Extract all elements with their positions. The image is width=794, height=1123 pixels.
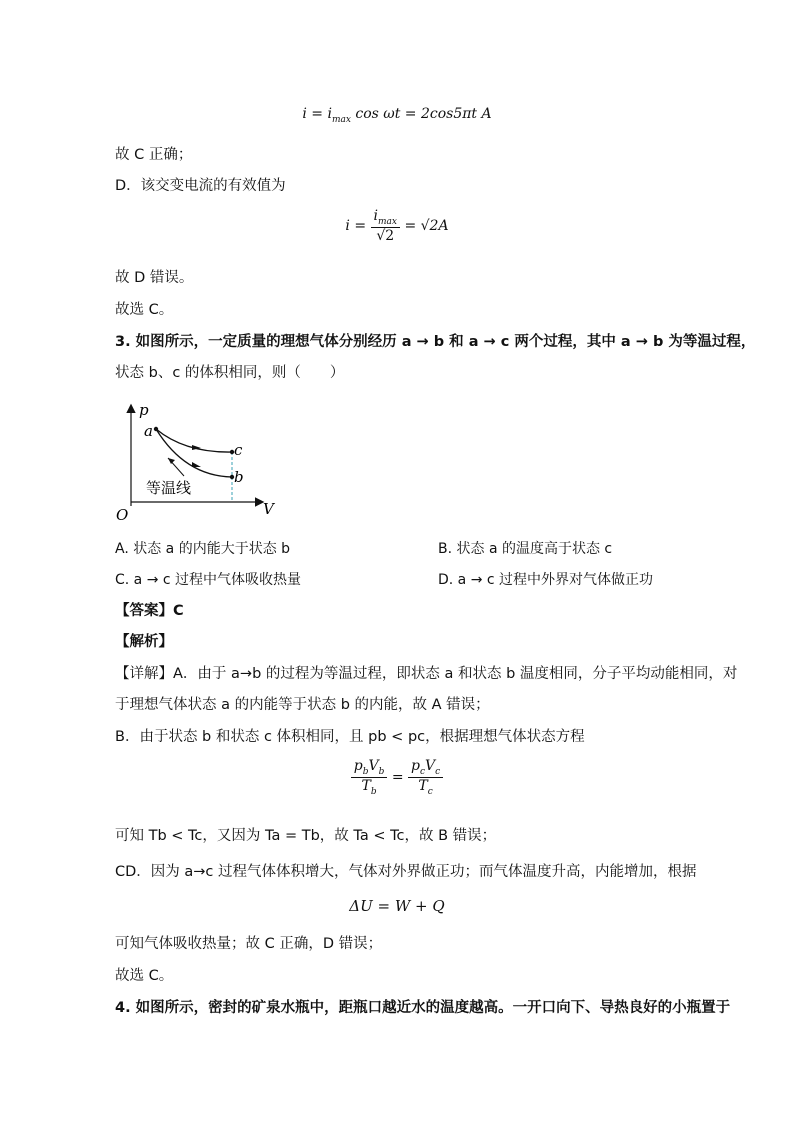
detail-a-line-2: 于理想气体状态 a 的内能等于状态 b 的内能，故 A 错误； [115,697,490,713]
answer-label: 【答案】C [115,603,184,619]
option-b: B. 状态 a 的温度高于状态 c [438,541,613,557]
label-a: a [144,422,153,440]
question-3-line-2: 状态 b、c 的体积相同，则（ ） [115,365,345,381]
equation-first-law: ΔU = W + Q [349,897,445,915]
point-a [154,427,158,431]
equation-gas-law: $\frac{p_bV_b}{T_b}$ = $\frac{p_cV_c}{T_c}$ [0,758,794,797]
detail-cd-line-1: CD．因为 a→c 过程气体体积增大，气体对外界做正功；而气体温度升高，内能增加，根据 [115,864,697,880]
text-c-correct: 故 C 正确； [115,147,193,163]
isotherm-label: 等温线 [146,479,192,497]
text-d-wrong: 故 D 错误。 [115,270,194,286]
label-b: b [234,468,244,486]
origin-label: O [116,506,129,524]
text-choose-c-2: 故选 C。 [115,968,174,984]
detail-b-line-2: 可知 Tb < Tc，又因为 Ta = Tb，故 Ta < Tc，故 B 错误； [115,828,497,844]
question-4-line-1: 4. 如图所示，密封的矿泉水瓶中，距瓶口越近水的温度越高。一开口向下、导热良好的小瓶置于 [115,1000,731,1016]
detail-a-line-1: 【详解】A．由于 a→b 的过程为等温过程，即状态 a 和状态 b 温度相同，分子平均动能相同，对 [115,666,738,682]
equation-effective-value: i = $\frac{i_{max}}{√2}$ = √2A [345,208,449,244]
v-axis-label: V [263,500,274,518]
arrow-a-b [192,462,201,467]
option-d: D. a → c 过程中外界对气体做正功 [438,572,654,588]
text-choose-c: 故选 C。 [115,302,174,318]
text-d-intro: D．该交变电流的有效值为 [115,178,286,194]
equation-current: $i = i_{max}$ cos ωt = 2cos5πt A [302,106,492,125]
option-a: A. 状态 a 的内能大于状态 b [115,541,291,557]
question-3-line-1: 3. 如图所示，一定质量的理想气体分别经历 a → b 和 a → c 两个过程，其中 a → b 为等温过程， [115,334,756,350]
detail-cd-line-2: 可知气体吸收热量；故 C 正确，D 错误； [115,936,383,952]
label-c: c [234,441,243,459]
curve-a-b-isotherm [156,429,232,477]
p-axis-label: p [139,401,149,419]
analysis-label: 【解析】 [115,634,173,650]
option-c: C. a → c 过程中气体吸收热量 [115,572,302,588]
detail-b-line-1: B．由于状态 b 和状态 c 体积相同，且 pb < pc，根据理想气体状态方程 [115,729,585,745]
pv-diagram [110,398,280,526]
